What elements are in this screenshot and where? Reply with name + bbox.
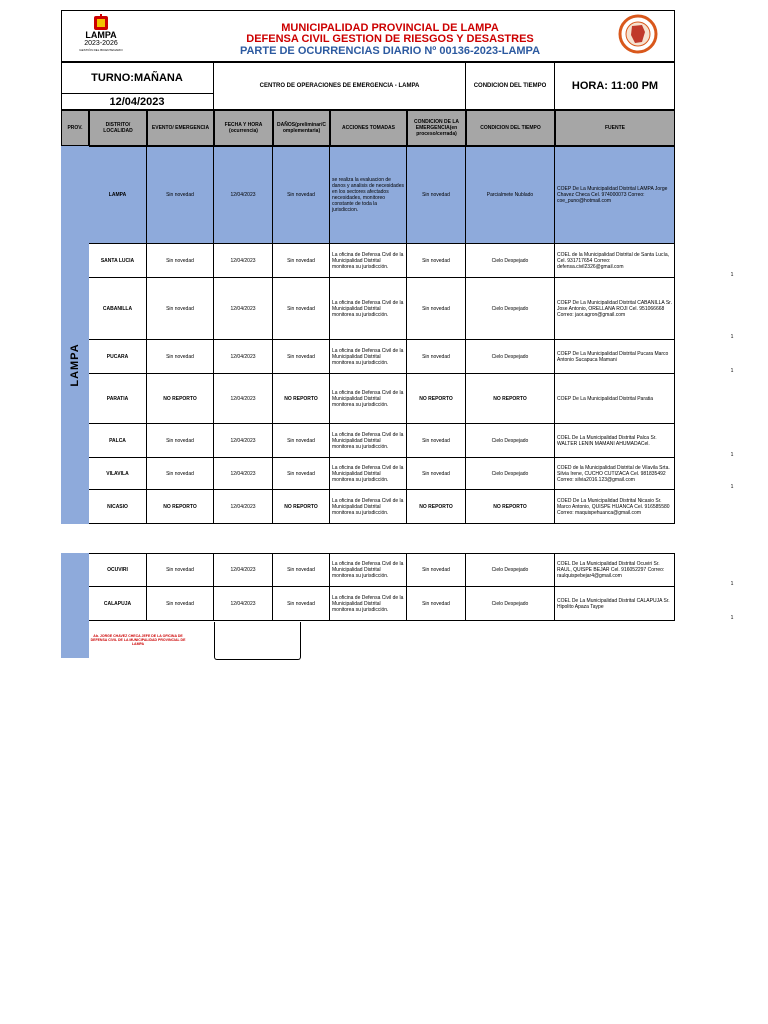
row-count: 1 <box>730 484 734 490</box>
cell-condicion: Sin novedad <box>407 587 466 620</box>
cell-fecha: 12/04/2023 <box>214 458 273 489</box>
col-condicion-tiempo: CONDICION DEL TIEMPO <box>466 110 555 146</box>
table-row <box>89 340 675 374</box>
weather-label: CONDICION DEL TIEMPO <box>466 62 555 110</box>
cell-distrito: PUCARA <box>89 340 147 373</box>
cell-distrito: LAMPA <box>89 147 147 243</box>
cell-condicion: Sin novedad <box>407 278 466 339</box>
table-row <box>89 553 675 587</box>
cell-fecha: 12/04/2023 <box>214 374 273 423</box>
cell-acciones: se realiza la evaluacion de danos y analisis de necesidades en los sectores afectados necesidades, monitoreo constante de toda la jurisdiccion. <box>330 147 407 243</box>
col-distrito: DISTRITO/ LOCALIDAD <box>89 110 147 146</box>
cell-condicion: Sin novedad <box>407 553 466 586</box>
cell-fecha: 12/04/2023 <box>214 278 273 339</box>
logo-years: 2023-2026 <box>84 40 118 47</box>
cell-tiempo: Cielo Despejado <box>466 458 555 489</box>
row-count: 1 <box>730 272 734 278</box>
cell-tiempo: NO REPORTO <box>466 490 555 523</box>
cell-fecha: 12/04/2023 <box>214 553 273 586</box>
cell-fuente: COEP De La Municipalidad Distrital LAMPA Jorge Chavez Checa Cel. 974000073 Correo: coe_puno@hotmail.com <box>555 147 675 243</box>
cell-evento: Sin novedad <box>147 244 214 277</box>
cell-danos: Sin novedad <box>273 278 330 339</box>
cell-tiempo: Parcialmete Nublado <box>466 147 555 243</box>
cell-condicion: NO REPORTO <box>407 490 466 523</box>
col-evento: EVENTO/ EMERGENCIA <box>147 110 214 146</box>
table-row <box>89 374 675 424</box>
cell-fuente: COEP De La Municipalidad Distrital Paratia <box>555 374 675 423</box>
report-time: HORA: 11:00 PM <box>571 80 659 92</box>
col-fecha-hora: FECHA Y HORA (ocurrencia) <box>214 110 273 146</box>
cell-condicion: Sin novedad <box>407 458 466 489</box>
signature-block: Ab. JORGE CHAVEZ CHECA JEFE DE LA OFICINA DE DEFENSA CIVIL DE LA MUNICIPALIDAD PROVINCIAL DE LAMPA <box>90 634 186 646</box>
cell-acciones: La oficina de Defensa Civil de la Municipalidad Distrital monitorea su jurisdicción. <box>330 587 407 620</box>
defensa-civil-logo <box>618 14 658 54</box>
cell-distrito: PARATIA <box>89 374 147 423</box>
signature-box <box>214 622 301 660</box>
cell-acciones: La oficina de Defensa Civil de la Municipalidad Distrital monitorea su jurisdicción. <box>330 490 407 523</box>
cell-danos: Sin novedad <box>273 340 330 373</box>
title-parte: PARTE DE OCURRENCIAS DIARIO Nº 00136-2023-LAMPA <box>239 45 541 57</box>
title-municipality: MUNICIPALIDAD PROVINCIAL DE LAMPA <box>281 22 499 34</box>
cell-fecha: 12/04/2023 <box>214 340 273 373</box>
table-row <box>89 458 675 490</box>
row-count: 1 <box>730 615 734 621</box>
cell-tiempo: Cielo Despejado <box>466 278 555 339</box>
cell-fuente: COEP De La Municipalidad Distrital CABANILLA Sr. Jose Antonio, ORELLANA ROJI Cel. 951066668 Correo: jaor.agron@gmail.com <box>555 278 675 339</box>
cell-condicion: Sin novedad <box>407 424 466 457</box>
cell-fuente: COEL De La Municipalidad Distrital Ocuviri Sr. RAUL, QUISPE BEJAR Cel. 916052297 Correo: raulquispebejar4@gmail.com <box>555 553 675 586</box>
coe-label: CENTRO DE OPERACIONES DE EMERGENCIA - LAMPA <box>214 62 466 110</box>
title-defensa-civil: DEFENSA CIVIL GESTION DE RIESGOS Y DESASTRES <box>246 33 534 45</box>
turno-label: TURNO:MAÑANA <box>61 62 214 93</box>
col-prov: PROV. <box>61 110 89 146</box>
province-label: LAMPA <box>69 343 81 387</box>
cell-evento: Sin novedad <box>147 340 214 373</box>
table-row <box>89 146 675 244</box>
table-row <box>89 244 675 278</box>
cell-condicion: Sin novedad <box>407 340 466 373</box>
cell-tiempo: Cielo Despejado <box>466 340 555 373</box>
cell-acciones: La oficina de Defensa Civil de la Municipalidad Distrital monitorea su jurisdicción. <box>330 553 407 586</box>
row-count: 1 <box>730 368 734 374</box>
table-row <box>89 587 675 621</box>
cell-fuente: COED De La Municipalidad Distrital Nicasio Sr. Marco Antonio, QUISPE HUANCA Cel. 916585580 Correo: maquispehuanca@gmail.com <box>555 490 675 523</box>
cell-fuente: COEL De La Municipalidad Distrital CALAPUJA Sr. Hipolito Apaza Taype <box>555 587 675 620</box>
cell-danos: Sin novedad <box>273 244 330 277</box>
cell-evento: Sin novedad <box>147 278 214 339</box>
cell-distrito: SANTA LUCIA <box>89 244 147 277</box>
province-cell-continued <box>61 553 89 658</box>
report-date: 12/04/2023 <box>61 93 214 110</box>
cell-danos: NO REPORTO <box>273 490 330 523</box>
cell-acciones: La oficina de Defensa Civil de la Municipalidad Distrital monitorea su jurisdicción. <box>330 244 407 277</box>
row-count: 1 <box>730 334 734 340</box>
cell-danos: NO REPORTO <box>273 374 330 423</box>
cell-fuente: COED de la Municipalidad Distrital de Vilavila Srta. Silvia Irene, CUCHO CUTIZACA Cel. 981835492 Correo: silvia2016.123@gmail.com <box>555 458 675 489</box>
cell-acciones: La oficina de Defensa Civil de la Municipalidad Distrital monitorea su jurisdicción. <box>330 458 407 489</box>
cell-danos: Sin novedad <box>273 458 330 489</box>
table-row <box>89 490 675 524</box>
cell-fecha: 12/04/2023 <box>214 147 273 243</box>
col-condicion-emergencia: CONDICION DE LA EMERGENCIA(en proceso/cerrada) <box>407 110 466 146</box>
logo-lampa-text: LAMPA <box>85 30 117 40</box>
cell-acciones: La oficina de Defensa Civil de la Municipalidad Distrital monitorea su jurisdicción. <box>330 424 407 457</box>
cell-fuente: COEL De La Municipalidad Distrital Palca Sr. WALTER LENIN MAMANI AHUMADACel. <box>555 424 675 457</box>
cell-fuente: COEL de la Municipalidad Distrital de Santa Lucía, Cel. 931717654 Correo: defensa.civil2326@gmail.com <box>555 244 675 277</box>
cell-fecha: 12/04/2023 <box>214 424 273 457</box>
cell-tiempo: NO REPORTO <box>466 374 555 423</box>
row-count: 1 <box>730 452 734 458</box>
cell-acciones: La oficina de Defensa Civil de la Municipalidad Distrital monitorea su jurisdicción. <box>330 278 407 339</box>
cell-danos: Sin novedad <box>273 147 330 243</box>
cell-evento: Sin novedad <box>147 587 214 620</box>
cell-danos: Sin novedad <box>273 553 330 586</box>
col-danos: DAÑOS(preliminar/C omplementaria) <box>273 110 330 146</box>
cell-evento: Sin novedad <box>147 458 214 489</box>
logo-sub: GESTIÓN DEL BICENTENARIO <box>79 48 123 52</box>
cell-distrito: CABANILLA <box>89 278 147 339</box>
cell-evento: Sin novedad <box>147 553 214 586</box>
cell-distrito: VILAVILA <box>89 458 147 489</box>
municipality-logo <box>76 14 126 56</box>
cell-tiempo: Cielo Despejado <box>466 424 555 457</box>
cell-evento: Sin novedad <box>147 424 214 457</box>
cell-danos: Sin novedad <box>273 424 330 457</box>
cell-evento: Sin novedad <box>147 147 214 243</box>
cell-acciones: La oficina de Defensa Civil de la Municipalidad Distrital monitorea su jurisdicción. <box>330 340 407 373</box>
cell-distrito: CALAPUJA <box>89 587 147 620</box>
cell-distrito: NICASIO <box>89 490 147 523</box>
cell-distrito: OCUVIRI <box>89 553 147 586</box>
cell-tiempo: Cielo Despejado <box>466 244 555 277</box>
cell-tiempo: Cielo Despejado <box>466 553 555 586</box>
province-cell <box>61 146 89 524</box>
cell-fuente: COEP De La Municipalidad Distrital Pucara Marco Antonio Sucapuca Mamani <box>555 340 675 373</box>
cell-acciones: La oficina de Defensa Civil de la Municipalidad Distrital monitorea su jurisdicción. <box>330 374 407 423</box>
cell-condicion: Sin novedad <box>407 244 466 277</box>
cell-evento: NO REPORTO <box>147 490 214 523</box>
cell-fecha: 12/04/2023 <box>214 587 273 620</box>
table-row <box>89 278 675 340</box>
cell-condicion: Sin novedad <box>407 147 466 243</box>
cell-fecha: 12/04/2023 <box>214 490 273 523</box>
cell-fecha: 12/04/2023 <box>214 244 273 277</box>
col-fuente: FUENTE <box>555 110 675 146</box>
table-row <box>89 424 675 458</box>
cell-danos: Sin novedad <box>273 587 330 620</box>
cell-evento: NO REPORTO <box>147 374 214 423</box>
row-count: 1 <box>730 581 734 587</box>
col-acciones: ACCIONES TOMADAS <box>330 110 407 146</box>
cell-distrito: PALCA <box>89 424 147 457</box>
cell-condicion: NO REPORTO <box>407 374 466 423</box>
cell-tiempo: Cielo Despejado <box>466 587 555 620</box>
